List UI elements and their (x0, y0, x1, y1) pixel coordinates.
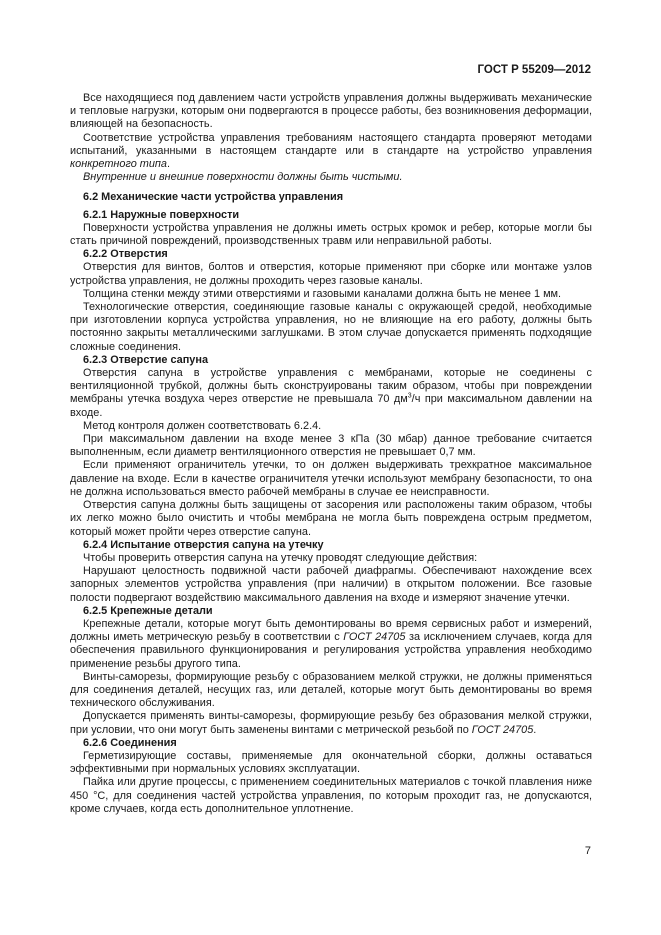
text-span: . (533, 723, 537, 736)
paragraph: Винты-саморезы, формирующие резьбу с образованием мелкой стружки, не должны применяться для соединения деталей, несущих газ, или деталей, которые могут быть демонтированы во время технического обслуживания. (70, 670, 592, 710)
italic-text: Внутренние и внешние поверхности должны быть чистыми. (83, 171, 403, 184)
paragraph: Все находящиеся под давлением части устройств управления должны выдерживать механические и тепловые нагрузки, которым они подвергаются в процессе работы, без возникновения деформации, влияющей на безопасность. (70, 92, 592, 131)
text-span: Допускается применять винты-саморезы, формирующие резьбу без образования мелкой стружки, при условии, что они могут быть заменены винтами с метрической резьбой по (70, 710, 592, 736)
subsection-heading-6-2-3: 6.2.3 Отверстие сапуна (83, 353, 208, 366)
paragraph: Пайка или другие процессы, с применением соединительных материалов с точкой плавления ниже 450 °С, для соединения частей устройства управления, по которым проходит газ, не допускаются, кроме случаев, когда есть дополнительное уплотнение. (70, 776, 592, 815)
page-number: 7 (584, 845, 591, 857)
superscript: 3 (407, 392, 412, 400)
paragraph: Герметизирующие составы, применяемые для окончательной сборки, должны оставаться эффективными при нормальных условиях эксплуатации. (70, 749, 592, 776)
paragraph: Нарушают целостность подвижной части рабочей диафрагмы. Обеспечивают нахождение всех запорных элементов устройства управления (при наличии) в открытом положении. Все газовые полости подвергают воздействию максимального давления на входе и измеряют значение утечки. (70, 565, 592, 604)
text-span: /ч при максимальном давлении на входе. (70, 393, 592, 419)
text-span: . (166, 158, 170, 171)
section-heading-6-2: 6.2 Механические части устройства управления (83, 191, 344, 204)
subsection-heading-6-2-6: 6.2.6 Соединения (83, 736, 177, 749)
paragraph-italic (70, 171, 592, 184)
paragraph: Поверхности устройства управления не должны иметь острых кромок и ребер, которые могли бы стать причиной повреждений, производственных травм или неправильной работы. (70, 221, 592, 248)
paragraph: При максимальном давлении на входе менее 3 кПа (30 мбар) данное требование считается выполненным, если диаметр вентиляционного отверстия не превышает 0,7 мм. (70, 433, 592, 459)
standard-reference: ГОСТ 24705 (343, 631, 406, 644)
paragraph: Технологические отверстия, соединяющие газовые каналы с окружающей средой, необходимые при изготовлении корпуса устройства управления, но не влияющие на его работу, должны быть постоянно закрыты металлическими заглушками. В этом случае допускается применять подходящие сложные соединения. (70, 301, 592, 353)
subsection-heading-6-2-2: 6.2.2 Отверстия (83, 248, 168, 261)
paragraph: Отверстия для винтов, болтов и отверстия, которые применяют при сборке или монтаже узлов устройства управления, не должны проходить через газовые каналы. (70, 261, 592, 287)
paragraph (70, 367, 592, 420)
italic-text: конкретного типа (70, 158, 167, 171)
paragraph (70, 618, 592, 671)
text-span: за исключением случаев, когда для обеспечения правильного функционирования и регулирования устройства управления необходимо применение резьбы другого типа. (70, 631, 592, 670)
text-span: Соответствие устройства управления требованиям настоящего стандарта проверяют методами испытаний, указанными в настоящем стандарте или в стандарте на устройство управления (70, 131, 592, 157)
subsection-heading-6-2-5: 6.2.5 Крепежные детали (83, 604, 213, 617)
paragraph (70, 710, 592, 736)
paragraph: Если применяют ограничитель утечки, то он должен выдерживать трехкратное максимальное давление на входе. Если в качестве ограничителя утечки используют мембрану безопасности, то она не должна использоваться вместо рабочей мембраны в случае ее неисправности. (70, 459, 592, 498)
subsection-heading-6-2-1: 6.2.1 Наружные поверхности (83, 208, 240, 221)
document-header: ГОСТ Р 55209—2012 (477, 64, 591, 76)
subsection-heading-6-2-4: 6.2.4 Испытание отверстия сапуна на утечку (83, 538, 324, 551)
paragraph: Чтобы проверить отверстия сапуна на утечку проводят следующие действия: (83, 551, 478, 564)
paragraph: Отверстия сапуна должны быть защищены от засорения или расположены таким образом, чтобы их легко можно было очистить и чтобы мембрана не могла быть повреждена острым предметом, который может пройти через отверстие сапуна. (70, 499, 592, 538)
document-body (70, 92, 592, 816)
paragraph (70, 132, 592, 172)
text-span: Отверстия сапуна в устройстве управления с мембранами, которые не соединены с вентиляционной трубкой, должны быть сконструированы таким образом, чтобы при повреждении мембраны утечка воздуха через отверстие не превышала 70 дм (70, 367, 592, 406)
paragraph: Метод контроля должен соответствовать 6.2.4. (83, 419, 322, 432)
paragraph: Толщина стенки между этими отверстиями и газовыми каналами должна быть не менее 1 мм. (83, 287, 562, 300)
text-span: Крепежные детали, которые могут быть демонтированы во время сервисных работ и измерений, должны иметь метрическую резьбу в соответствии с (70, 617, 592, 644)
standard-reference: ГОСТ 24705 (471, 723, 534, 736)
